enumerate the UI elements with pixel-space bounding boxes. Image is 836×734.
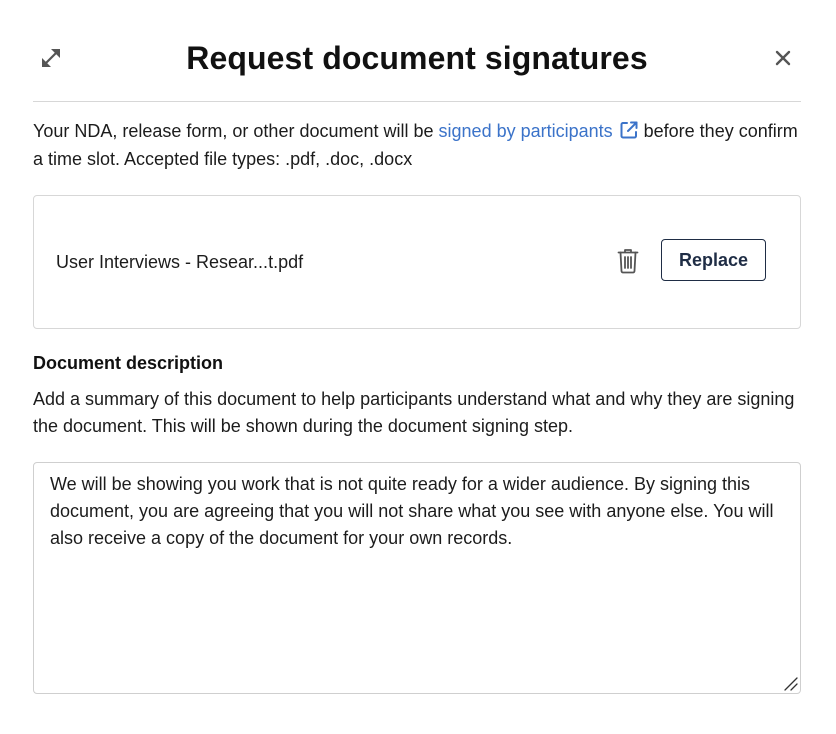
link-text: signed by participants	[438, 121, 613, 141]
resize-grip-icon[interactable]	[783, 676, 799, 692]
intro-text-after: before they confirm a time slot. Accepted file types: .pdf, .doc, .docx	[33, 121, 798, 169]
document-description-help: Add a summary of this document to help participants understand what and why they are signing the document. This will be shown during the document signing step.	[33, 389, 795, 436]
document-description-textarea[interactable]	[33, 462, 801, 694]
delete-file-button[interactable]	[616, 247, 640, 275]
intro-text-before: Your NDA, release form, or other document will be	[33, 121, 439, 141]
uploaded-file-card	[33, 195, 801, 329]
document-description-label: Document description	[33, 353, 224, 373]
dialog-header	[33, 0, 801, 102]
close-button[interactable]	[769, 44, 797, 72]
file-name: User Interviews - Resear...t.pdf	[56, 252, 304, 272]
close-icon	[774, 49, 792, 67]
signed-by-participants-link[interactable]	[439, 121, 644, 141]
intro-text	[33, 117, 801, 173]
dialog-title: Request document signatures	[186, 40, 648, 76]
external-link-icon	[619, 120, 639, 140]
replace-file-button[interactable]: Replace	[661, 239, 766, 281]
trash-icon	[617, 248, 639, 274]
